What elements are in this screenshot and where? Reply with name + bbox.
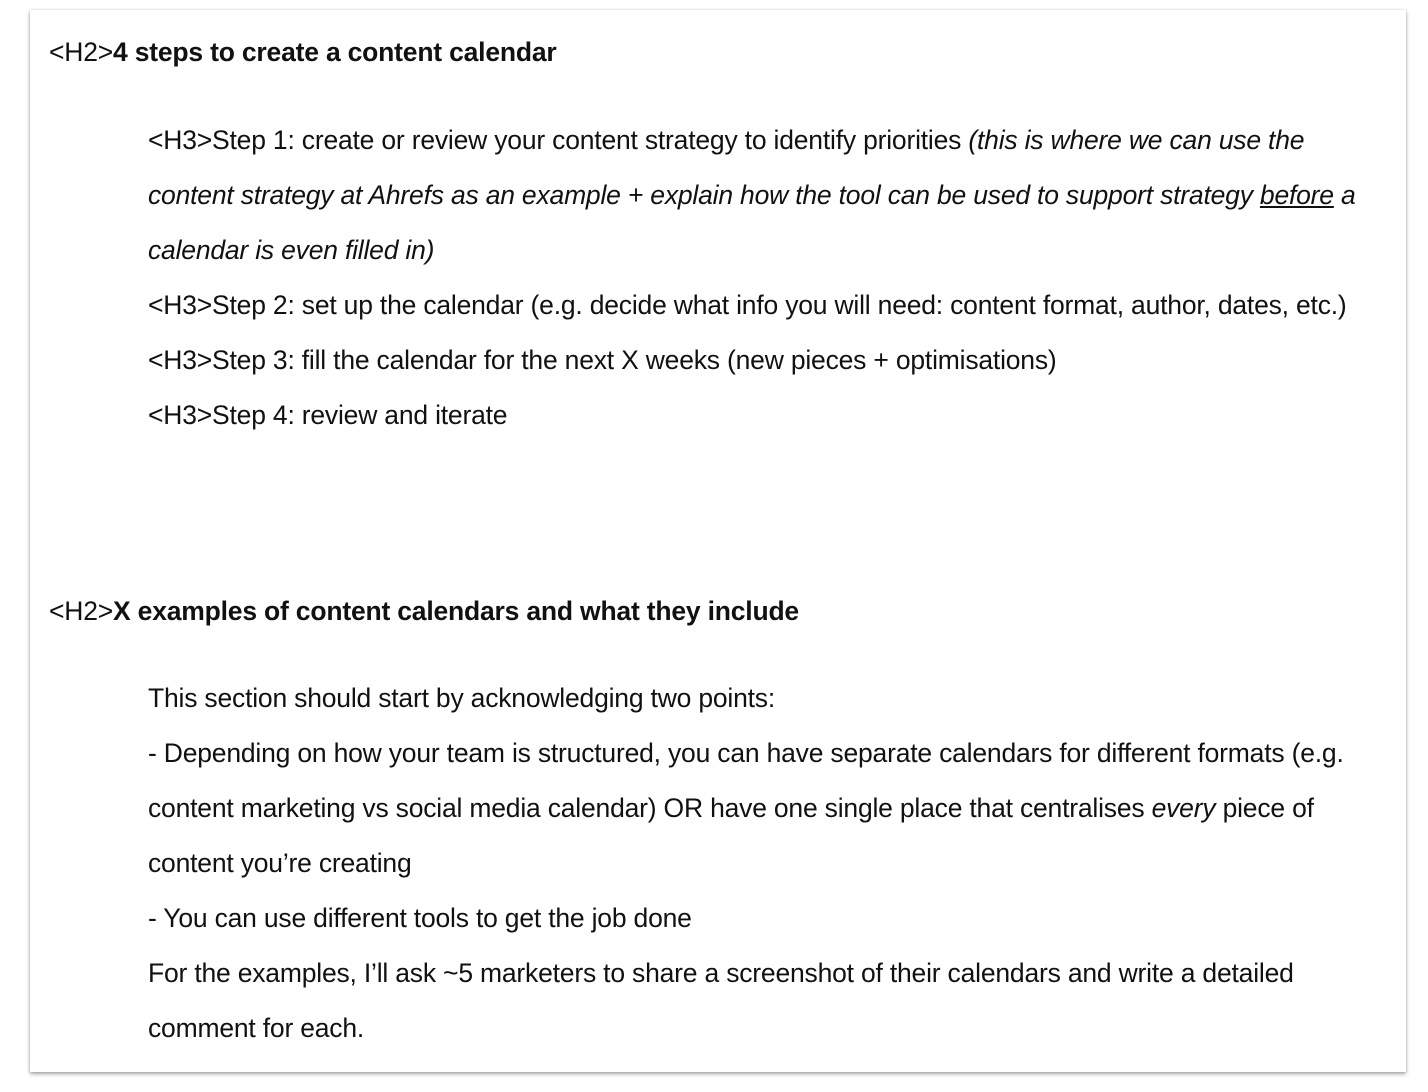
examples-section-body bbox=[148, 671, 1378, 1056]
point-1-before: - Depending on how your team is structured, you can have separate calendars for different formats (e.g. content marketing vs social media calendar) OR have one single place that centralises bbox=[148, 738, 1344, 823]
step-1-note-a: (this is where we can use the content strategy at Ahrefs as an example + explain how the tool can be used to support strategy bbox=[148, 125, 1305, 210]
step-3: <H3>Step 3: fill the calendar for the next X weeks (new pieces + optimisations) bbox=[148, 345, 1057, 375]
point-1-after: piece of content you’re creating bbox=[148, 793, 1314, 878]
step-1-note-b: a calendar is even filled in) bbox=[148, 180, 1356, 265]
step-1-text: <H3>Step 1: create or review your content strategy to identify priorities bbox=[148, 125, 969, 155]
point-1-emphasis: every bbox=[1151, 793, 1216, 823]
document-page bbox=[30, 10, 1406, 1072]
step-2: <H3>Step 2: set up the calendar (e.g. decide what info you will need: content format, author, dates, etc.) bbox=[148, 290, 1347, 320]
intro-text: This section should start by acknowledging two points: bbox=[148, 683, 776, 713]
heading-title: 4 steps to create a content calendar bbox=[113, 37, 557, 67]
point-2: - You can use different tools to get the job done bbox=[148, 903, 692, 933]
heading-tag: <H2> bbox=[49, 37, 114, 67]
step-4: <H3>Step 4: review and iterate bbox=[148, 400, 508, 430]
point-1 bbox=[148, 726, 1378, 891]
step-1 bbox=[148, 113, 1378, 278]
step-1-note-underlined: before bbox=[1259, 180, 1334, 210]
heading-tag: <H2> bbox=[49, 596, 114, 626]
section-heading-examples bbox=[49, 594, 799, 628]
closing-text: For the examples, I’ll ask ~5 marketers to share a screenshot of their calendars and write a detailed comment for each. bbox=[148, 958, 1294, 1043]
section-heading-steps bbox=[49, 35, 557, 69]
steps-list bbox=[148, 113, 1378, 443]
heading-title: X examples of content calendars and what they include bbox=[113, 596, 799, 626]
